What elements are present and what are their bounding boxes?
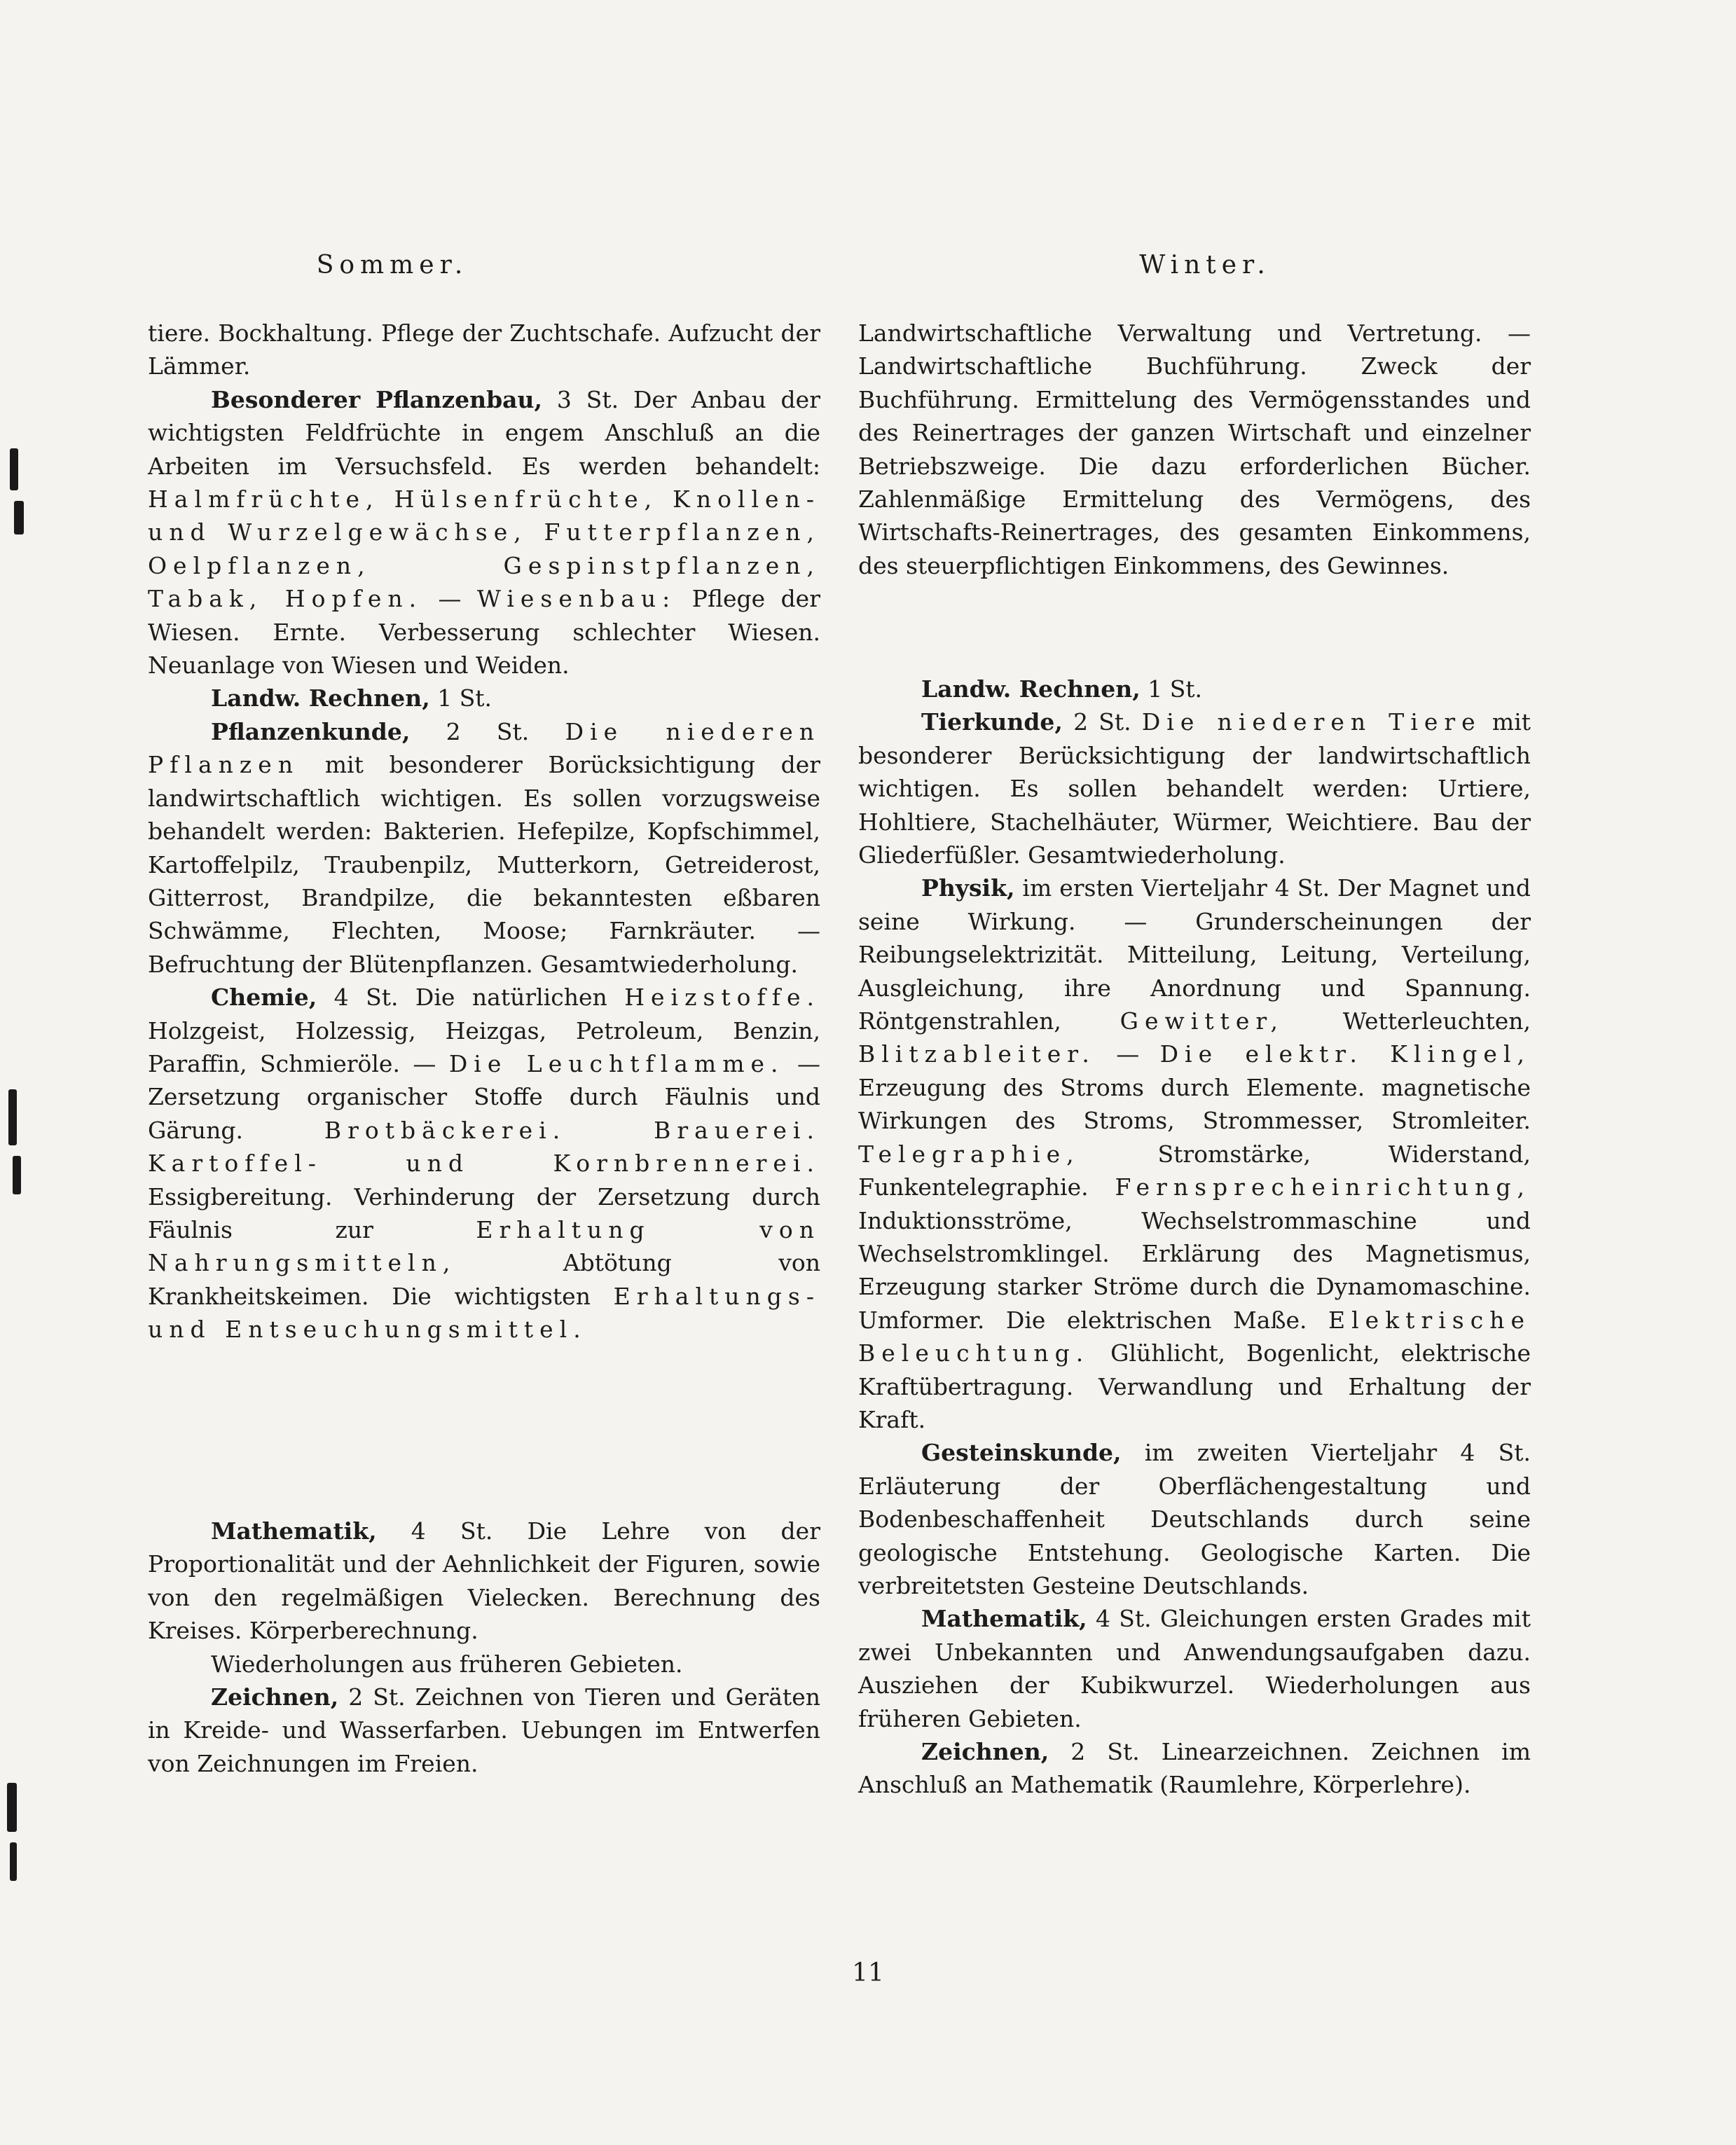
subject-title: Mathematik, (211, 1517, 377, 1545)
spaced-text: Heizstoffe. (624, 984, 820, 1012)
paragraph-text: Pflege der Wiesen. Ernte. Verbesserung schlechter Wiesen. Neuanlage von Wiesen und Weiden. (148, 585, 820, 680)
winter-column-lower (858, 673, 1531, 1802)
subject-hours: 1 St. (437, 684, 492, 712)
binding-mark (14, 501, 24, 534)
binding-mark (10, 448, 18, 490)
spaced-text: Blitzableiter. (858, 1040, 1096, 1068)
spaced-text: Halmfrüchte, Hülsenfrüchte, Knollen- und Wurzelgewächse, Futterpflanzen, Oelpflanzen, Gespinstpflanzen, Tabak, Hopfen. (148, 485, 820, 613)
subject-title: Besonderer Pflanzenbau, (211, 385, 543, 413)
paragraph-animal-husbandry: tiere. Bockhaltung. Pflege der Zuchtschafe. Aufzucht der Lämmer. (148, 319, 820, 380)
subject-title: Landw. Rechnen, (921, 675, 1141, 703)
paragraph-text: Stromstärke, Widerstand, Funkentelegraphie. (858, 1140, 1531, 1201)
spaced-text: Die niederen Tiere (1141, 708, 1482, 736)
binding-mark (10, 1842, 17, 1881)
column-heading-summer: Sommer. (316, 251, 469, 280)
paragraph-text: Abtötung von Krankheitskeimen. Die wichtigsten (148, 1249, 820, 1310)
paragraph-text: Induktionsströme, Wechselstrommaschine und Wechselstromklingel. Erklärung des Magnetismus, Erzeugung starker Ströme durch die Dynamomaschine. Umformer. Die elektrischen Maße. (858, 1206, 1531, 1334)
spaced-text: Die Leuchtflamme. (448, 1049, 785, 1077)
binding-mark (13, 1156, 21, 1194)
subject-title: Landw. Rechnen, (211, 684, 430, 712)
paragraph-repetition: Wiederholungen aus früheren Gebieten. (211, 1650, 683, 1678)
subject-hours: im zweiten Vierteljahr 4 St. (1144, 1439, 1531, 1467)
subject-title: Tierkunde, (921, 708, 1063, 736)
paragraph-text: Erläuterung der Oberflächengestaltung und Bodenbeschaffenheit Deutschlands durch seine geologische Entstehung. Geologische Karten. Die verbreitetsten Gesteine Deutschlands. (858, 1472, 1531, 1599)
subject-hours: 3 St. (556, 385, 619, 413)
subject-title: Pflanzenkunde, (211, 717, 411, 745)
paragraph-mathematics (148, 1515, 820, 1648)
paragraph-special-crop-farming (148, 383, 820, 682)
page-number: 11 (852, 1959, 884, 1987)
paragraph-geology (858, 1436, 1531, 1602)
subject-hours: im ersten Vierteljahr 4 St. (1022, 874, 1330, 902)
paragraph-chemistry (148, 981, 820, 1346)
paragraph-mathematics (858, 1602, 1531, 1735)
subject-hours: 4 St. (333, 984, 399, 1012)
paragraph-text: Der Anbau der wichtigsten Feldfrüchte in engem Anschluß an die Arbeiten im Versuchsfeld. Es werden behandelt: (148, 385, 820, 480)
paragraph-text: — (438, 585, 462, 613)
column-heading-winter: Winter. (1139, 251, 1271, 280)
paragraph-text: Holzgeist, Holzessig, Heizgas, Petroleum, Benzin, Paraffin, Schmieröle. — (148, 1016, 820, 1077)
spaced-text: Die niederen Pflanzen (148, 717, 820, 779)
paragraph-text: mit besonderer Borücksichtigung der landwirtschaftlich wichtigen. Es sollen vorzugsweise behandelt werden: Bakterien. Hefepilze, Kopfschimmel, Kartoffelpilz, Traubenpilz, Mutterkorn, Getreiderost, Gitterrost, Brandpilze, die bekanntesten eßbaren Schwämme, Flechten, Moose; Farnkräuter. — Befruchtung der Blütenpflanzen. Gesamtwiederholung. (148, 751, 820, 978)
paragraph-botany (148, 715, 820, 981)
summer-column-lower (148, 1515, 820, 1780)
subject-hours: 2 St. (1073, 708, 1131, 736)
paragraph-zoology (858, 705, 1531, 871)
spaced-text: Fernsprecheinrichtung, (1115, 1173, 1531, 1201)
paragraph-arithmetic (148, 682, 820, 715)
spaced-text: Erhaltungs- und Entseuchungsmittel. (148, 1282, 820, 1344)
paragraph-administration: Landwirtschaftliche Verwaltung und Vertretung. — Landwirtschaftliche Buchführung. Zweck der Buchführung. Ermittelung des Vermögensstandes und des Reinertrages der ganzen Wirtschaft und einzelner Betriebszweige. Die dazu erforderlichen Bücher. Zahlenmäßige Ermittelung des Vermögens, des Wirtschafts-Reinertrages, des gesamten Einkommens, des steuerpflichtigen Einkommens, des Gewinnes. (858, 319, 1531, 579)
spaced-text: Erhaltung von Nahrungsmitteln, (148, 1215, 820, 1277)
paragraph-arithmetic (858, 673, 1531, 705)
subject-hours: 2 St. (446, 717, 530, 745)
paragraph-text: Die Lehre von der Proportionalität und der Aehnlichkeit der Figuren, sowie von den regelmäßigen Vielecken. Berechnung des Kreises. Körperberechnung. (148, 1517, 820, 1645)
binding-mark (8, 1089, 17, 1145)
spaced-text: Elektrische Beleuchtung. (858, 1306, 1531, 1367)
subject-hours: 4 St. (1095, 1605, 1152, 1633)
paragraph-text: Glühlicht, Bogenlicht, elektrische Kraftübertragung. Verwandlung und Erhaltung der Kraft. (858, 1339, 1531, 1433)
subject-title: Zeichnen, (921, 1738, 1049, 1765)
paragraph-text: Wetterleuchten, (1342, 1007, 1531, 1035)
subject-hours: 1 St. (1148, 675, 1203, 703)
spaced-text: Gewitter, (1120, 1007, 1285, 1035)
spaced-text: Wiesenbau: (476, 585, 677, 613)
paragraph-text: Erzeugung des Stroms durch Elemente. magnetische Wirkungen des Stroms, Strommesser, Stromleiter. (858, 1073, 1531, 1135)
subject-hours: 2 St. (1070, 1738, 1140, 1765)
paragraph-drawing (858, 1735, 1531, 1802)
subject-hours: 2 St. (348, 1683, 406, 1711)
subject-title: Gesteinskunde, (921, 1439, 1122, 1467)
binding-mark (7, 1783, 17, 1832)
paragraph-text: Zeichnen von Tieren und Geräten in Kreide- und Wasserfarben. Uebungen im Entwerfen von Zeichnungen im Freien. (148, 1683, 820, 1777)
paragraph-text: — (1116, 1040, 1140, 1068)
paragraph-text: Gleichungen ersten Grades mit zwei Unbekannten und Anwendungsaufgaben dazu. Ausziehen der Kubikwurzel. Wiederholungen aus früheren Gebieten. (858, 1605, 1531, 1732)
paragraph-text: Linearzeichnen. Zeichnen im Anschluß an Mathematik (Raumlehre, Körperlehre). (858, 1738, 1531, 1799)
subject-title: Chemie, (211, 984, 317, 1012)
subject-hours: 4 St. (411, 1517, 493, 1545)
paragraph-text: mit besonderer Berücksichtigung der landwirtschaftlich wichtigen. Es sollen behandelt werden: Urtiere, Hohltiere, Stachelhäuter, Würmer, Weichtiere. Bau der Gliederfüßler. Gesamtwiederholung. (858, 708, 1531, 869)
summer-column-upper (148, 317, 820, 1346)
spaced-text: Die elektr. Klingel, (1159, 1040, 1531, 1068)
subject-title: Mathematik, (921, 1605, 1087, 1633)
spaced-text: Brotbäckerei. Brauerei. Kartoffel- und Kornbrennerei. (148, 1116, 820, 1178)
subject-title: Zeichnen, (211, 1683, 339, 1711)
winter-column-upper (858, 317, 1531, 582)
subject-title: Physik, (921, 874, 1015, 902)
paragraph-text: Der Magnet und seine Wirkung. — Grunderscheinungen der Reibungselektrizität. Mitteilung, Leitung, Verteilung, Ausgleichung, ihre Anordnung und Spannung. Röntgenstrahlen, (858, 874, 1531, 1035)
spaced-text: Telegraphie, (858, 1140, 1080, 1168)
paragraph-text: — Zersetzung organischer Stoffe durch Fäulnis und Gärung. (148, 1049, 820, 1144)
paragraph-physics (858, 871, 1531, 1436)
paragraph-text: Die natürlichen (415, 984, 607, 1012)
paragraph-drawing (148, 1681, 820, 1780)
paragraph-text: Essigbereitung. Verhinderung der Zersetzung durch Fäulnis zur (148, 1182, 820, 1243)
